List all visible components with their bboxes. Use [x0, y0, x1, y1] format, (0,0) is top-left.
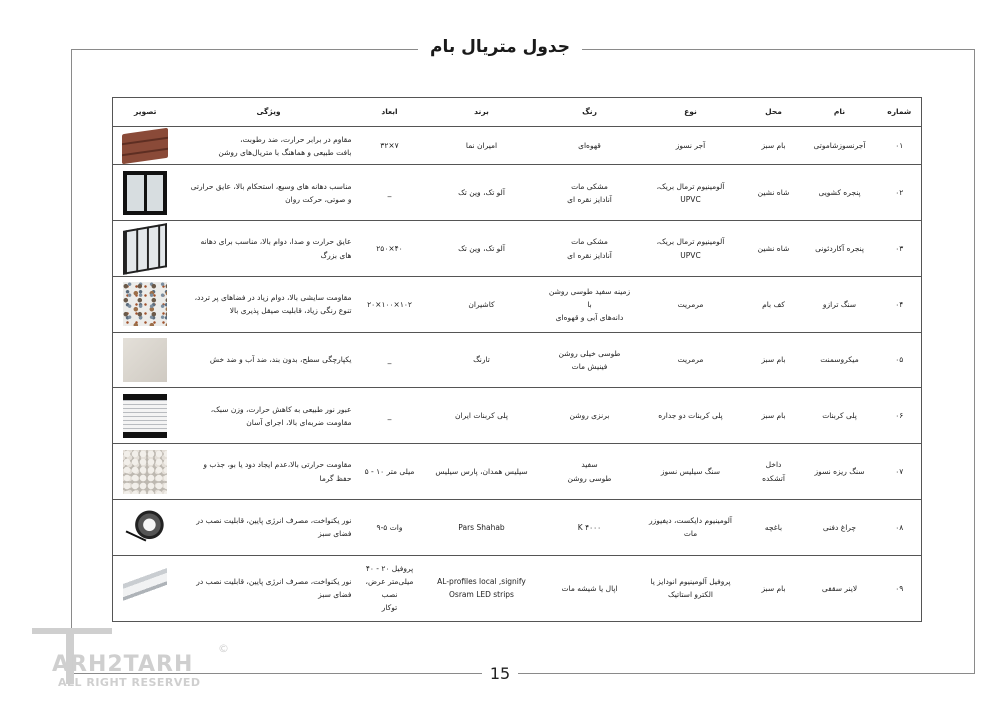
- cell-number: ۰۸: [878, 499, 922, 555]
- cell-image: [113, 388, 178, 444]
- cell-location: باغچه: [746, 499, 802, 555]
- cell-number: ۰۷: [878, 444, 922, 500]
- polycarbonate-thumbnail: [123, 394, 167, 438]
- cell-dimensions: پروفیل ۲۰ - ۴۰ میلی‌متر عرض، نصب توکار: [360, 555, 420, 621]
- cell-name: پلی کربنات: [802, 388, 878, 444]
- cell-type: پلی کربنات دو جداره: [636, 388, 746, 444]
- cell-image: [113, 332, 178, 388]
- cell-name: چراغ دفنی: [802, 499, 878, 555]
- cell-type: آلومینیوم ترمال بریک، UPVC: [636, 165, 746, 221]
- cell-color: طوسی خیلی روشن فینیش مات: [544, 332, 636, 388]
- cell-name: سنگ ترازو: [802, 276, 878, 332]
- folding-window-thumbnail: [123, 223, 167, 275]
- cell-brand: AL-profiles local ,signify Osram LED strips: [420, 555, 544, 621]
- copyright-icon: ©: [218, 642, 229, 655]
- cell-image: [113, 165, 178, 221]
- cell-location: داخل آتشکده: [746, 444, 802, 500]
- cell-number: ۰۱: [878, 127, 922, 165]
- cell-name: آجرنسوزشاموتی: [802, 127, 878, 165]
- cell-dimensions: ۱۰۲×۱۰۰×۲۰: [360, 276, 420, 332]
- cell-location: بام سبز: [746, 127, 802, 165]
- cell-color: برنزی روشن: [544, 388, 636, 444]
- cell-location: کف بام: [746, 276, 802, 332]
- materials-table: [112, 97, 922, 622]
- cell-brand: پلی کربنات ایران: [420, 388, 544, 444]
- cell-brand: سیلیس همدان، پارس سیلیس: [420, 444, 544, 500]
- brick-thumbnail: [122, 127, 168, 163]
- table-header-row: [113, 98, 922, 127]
- cell-type: سنگ سیلیس نسوز: [636, 444, 746, 500]
- logo-text: ARH2TARH: [52, 652, 194, 677]
- microcement-thumbnail: [123, 338, 167, 382]
- table-row: [113, 444, 922, 500]
- cell-name: پنجره کشویی: [802, 165, 878, 221]
- cell-feature: عایق حرارت و صدا، دوام بالا، مناسب برای دهانه های بزرگ: [178, 221, 360, 277]
- cell-image: [113, 555, 178, 621]
- cell-brand: کاشیران: [420, 276, 544, 332]
- cell-type: آلومینیوم دایکست، دیفیوزر مات: [636, 499, 746, 555]
- cell-feature: مقاومت سایشی بالا، دوام زیاد در فضاهای پر تردد، تنوع رنگی زیاد، قابلیت صیقل پذیری بالا: [178, 276, 360, 332]
- cell-dimensions: وات ۵-۹: [360, 499, 420, 555]
- cell-feature: مناسب دهانه های وسیع، استحکام بالا، عایق حرارتی و صوتی، حرکت روان: [178, 165, 360, 221]
- page-title: جدول متریال بام: [418, 30, 582, 64]
- cell-number: ۰۶: [878, 388, 922, 444]
- cell-name: میکروسمنت: [802, 332, 878, 388]
- cell-image: [113, 276, 178, 332]
- cell-brand: Pars Shahab: [420, 499, 544, 555]
- cell-brand: امیران نما: [420, 127, 544, 165]
- table-row: [113, 332, 922, 388]
- header-location: محل: [746, 98, 802, 127]
- cell-location: بام سبز: [746, 555, 802, 621]
- cell-color: سفید طوسی روشن: [544, 444, 636, 500]
- table-row: [113, 165, 922, 221]
- cell-feature: نور یکنواخت، مصرف انرژی پایین، قابلیت نصب در فضای سبز: [178, 555, 360, 621]
- ground-lamp-thumbnail: [123, 505, 167, 549]
- header-name: نام: [802, 98, 878, 127]
- cell-name: پنجره آکاردئونی: [802, 221, 878, 277]
- cell-type: آجر نسوز: [636, 127, 746, 165]
- cell-number: ۰۳: [878, 221, 922, 277]
- cell-feature: نور یکنواخت، مصرف انرژی پایین، قابلیت نصب در فضای سبز: [178, 499, 360, 555]
- cell-dimensions: میلی متر ۱۰ - ۵: [360, 444, 420, 500]
- header-feature: ویژگی: [178, 98, 360, 127]
- cell-color: مشکی مات آنادایز نقره ای: [544, 221, 636, 277]
- cell-brand: آلو تک، وین تک: [420, 165, 544, 221]
- cell-dimensions: _: [360, 332, 420, 388]
- cell-number: ۰۹: [878, 555, 922, 621]
- cell-number: ۰۲: [878, 165, 922, 221]
- cell-dimensions: _: [360, 388, 420, 444]
- pebble-thumbnail: [123, 450, 167, 494]
- cell-feature: مقاومت حرارتی بالا،عدم ایجاد دود یا بو، جذب و حفظ گرما: [178, 444, 360, 500]
- cell-image: [113, 499, 178, 555]
- cell-color: زمینه سفید طوسی روشن با دانه‌های آبی و قهوه‌ای: [544, 276, 636, 332]
- cell-type: مرمریت: [636, 332, 746, 388]
- terrazzo-thumbnail: [123, 282, 167, 326]
- cell-brand: تارنگ: [420, 332, 544, 388]
- cell-dimensions: _: [360, 165, 420, 221]
- cell-color: K ۴۰۰۰: [544, 499, 636, 555]
- cell-color: مشکی مات آنادایز نقره ای: [544, 165, 636, 221]
- cell-name: لاینر سقفی: [802, 555, 878, 621]
- cell-feature: یکپارچگی سطح، بدون بند، ضد آب و ضد خش: [178, 332, 360, 388]
- cell-location: شاه نشین: [746, 221, 802, 277]
- table-row: [113, 221, 922, 277]
- cell-feature: مقاوم در برابر حرارت، ضد رطوبت، بافت طبیعی و هماهنگ با متریال‌های روشن: [178, 127, 360, 165]
- cell-type: مرمریت: [636, 276, 746, 332]
- cell-image: [113, 221, 178, 277]
- header-image: تصویر: [113, 98, 178, 127]
- header-color: رنگ: [544, 98, 636, 127]
- cell-color: قهوه‌ای: [544, 127, 636, 165]
- cell-name: سنگ ریزه نسوز: [802, 444, 878, 500]
- cell-feature: عبور نور طبیعی به کاهش حرارت، وزن سبک، مقاومت ضربه‌ای بالا، اجرای آسان: [178, 388, 360, 444]
- table-row: [113, 499, 922, 555]
- logo: [32, 628, 229, 690]
- cell-type: پروفیل آلومینیوم انودایز یا الکترو استاتیک: [636, 555, 746, 621]
- cell-dimensions: ۷×۳۲: [360, 127, 420, 165]
- header-number: شماره: [878, 98, 922, 127]
- cell-image: [113, 444, 178, 500]
- cell-number: ۰۴: [878, 276, 922, 332]
- cell-dimensions: ۴۰×۲۵۰: [360, 221, 420, 277]
- cell-brand: آلو تک، وین تک: [420, 221, 544, 277]
- cell-location: بام سبز: [746, 388, 802, 444]
- table-row: [113, 388, 922, 444]
- cell-type: آلومینیوم ترمال بریک، UPVC: [636, 221, 746, 277]
- cell-location: بام سبز: [746, 332, 802, 388]
- sliding-window-thumbnail: [123, 171, 167, 215]
- table-row: [113, 127, 922, 165]
- header-dimensions: ابعاد: [360, 98, 420, 127]
- table-row: [113, 555, 922, 621]
- linear-profile-thumbnail: [123, 566, 167, 610]
- table-row: [113, 276, 922, 332]
- cell-location: شاه نشین: [746, 165, 802, 221]
- header-brand: برند: [420, 98, 544, 127]
- cell-color: اپال یا شیشه مات: [544, 555, 636, 621]
- page-number: 15: [482, 660, 518, 688]
- header-type: نوع: [636, 98, 746, 127]
- cell-number: ۰۵: [878, 332, 922, 388]
- cell-image: [113, 127, 178, 165]
- logo-subtext: ALL RIGHT RESERVED: [58, 676, 201, 689]
